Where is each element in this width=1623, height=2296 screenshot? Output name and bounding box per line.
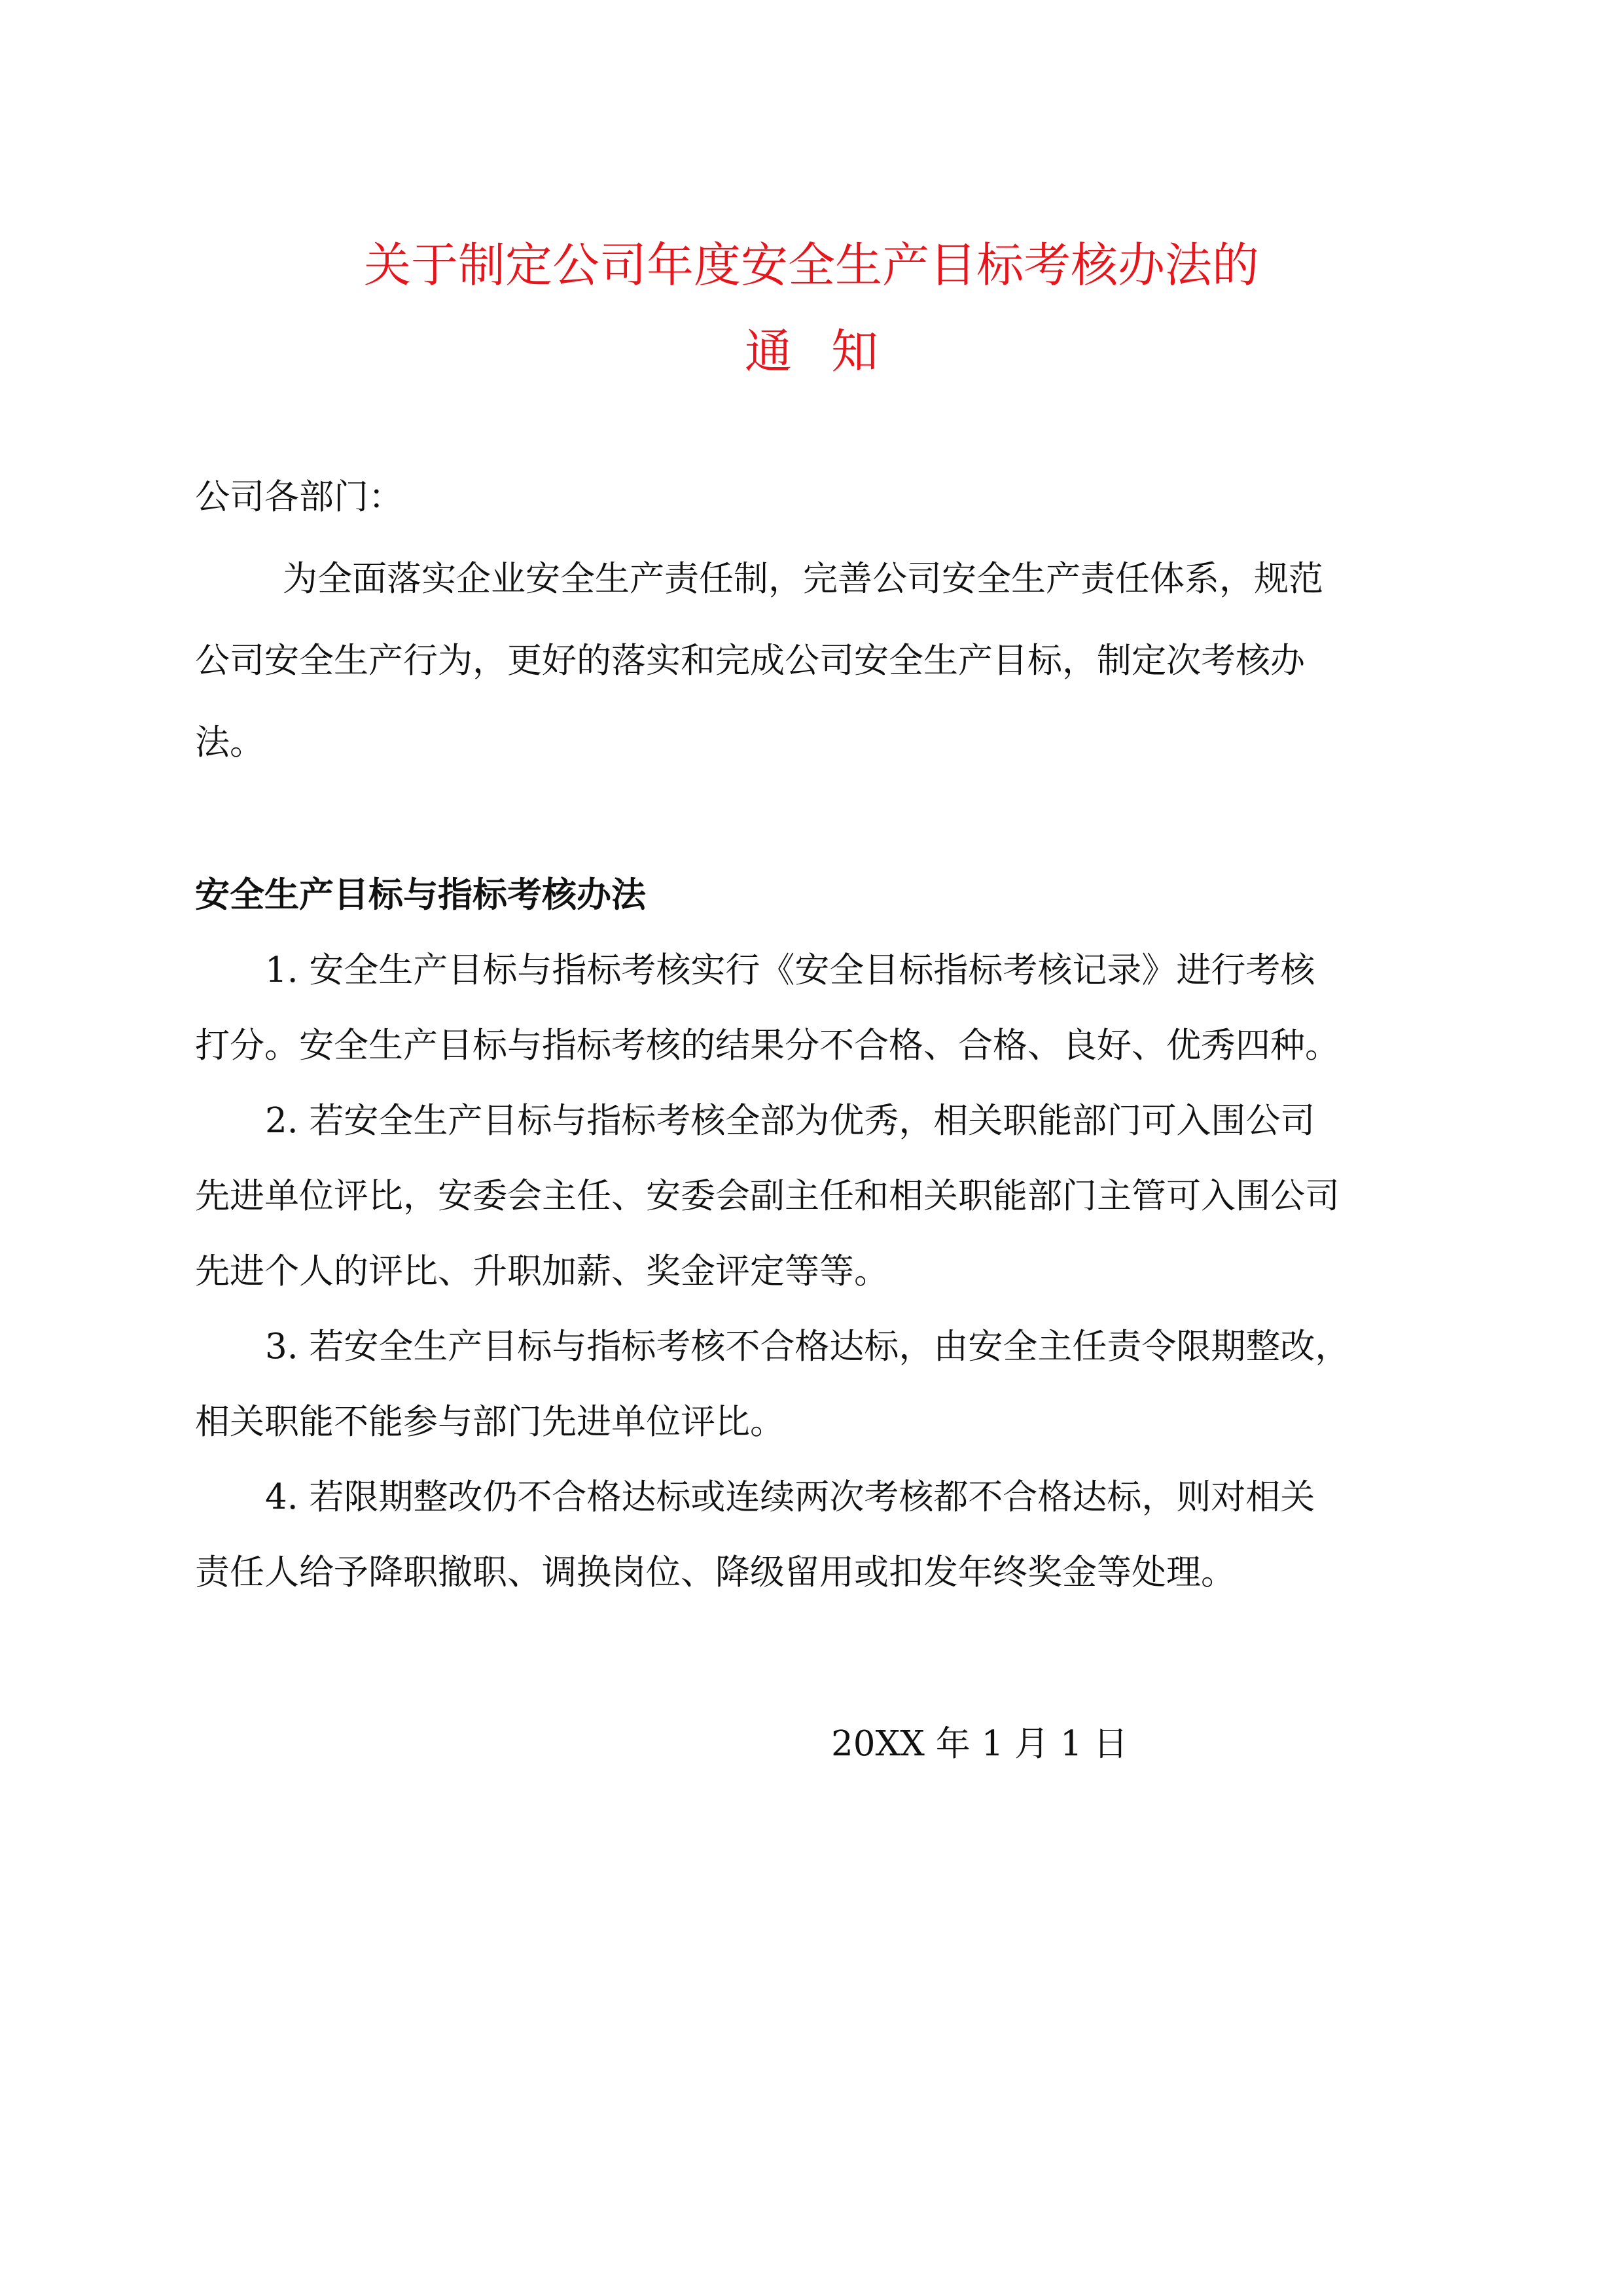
section-heading: 安全生产目标与指标考核办法 <box>195 875 646 915</box>
list-item-line: 1. 安全生产目标与指标考核实行《安全目标指标考核记录》进行考核 <box>265 950 1315 990</box>
list-item-line: 先进个人的评比、升职加薪、奖金评定等等。 <box>195 1251 889 1291</box>
document-title: 关于制定公司年度安全生产目标考核办法的 <box>363 238 1259 293</box>
list-item-line: 打分。安全生产目标与指标考核的结果分不合格、合格、良好、优秀四种。 <box>195 1026 1340 1066</box>
document-date: 20XX 年 1 月 1 日 <box>831 1724 1128 1764</box>
intro-line: 公司安全生产行为，更好的落实和完成公司安全生产目标，制定次考核办 <box>195 641 1305 681</box>
list-item-line: 3. 若安全生产目标与指标考核不合格达标，由安全主任责令限期整改， <box>265 1327 1350 1367</box>
list-item-line: 4. 若限期整改仍不合格达标或连续两次考核都不合格达标，则对相关 <box>265 1477 1315 1517</box>
list-item-line: 相关职能不能参与部门先进单位评比。 <box>195 1402 785 1442</box>
list-item-line: 2. 若安全生产目标与指标考核全部为优秀，相关职能部门可入围公司 <box>265 1101 1315 1141</box>
intro-line: 为全面落实企业安全生产责任制，完善公司安全生产责任体系，规范 <box>283 559 1323 599</box>
intro-line: 法。 <box>195 723 264 762</box>
list-item-line: 责任人给予降职撤职、调换岗位、降级留用或扣发年终奖金等处理。 <box>195 1552 1236 1592</box>
salutation: 公司各部门： <box>195 477 403 517</box>
document-title-notice: 通知 <box>744 324 918 379</box>
list-item-line: 先进单位评比，安委会主任、安委会副主任和相关职能部门主管可入围公司 <box>195 1176 1340 1216</box>
